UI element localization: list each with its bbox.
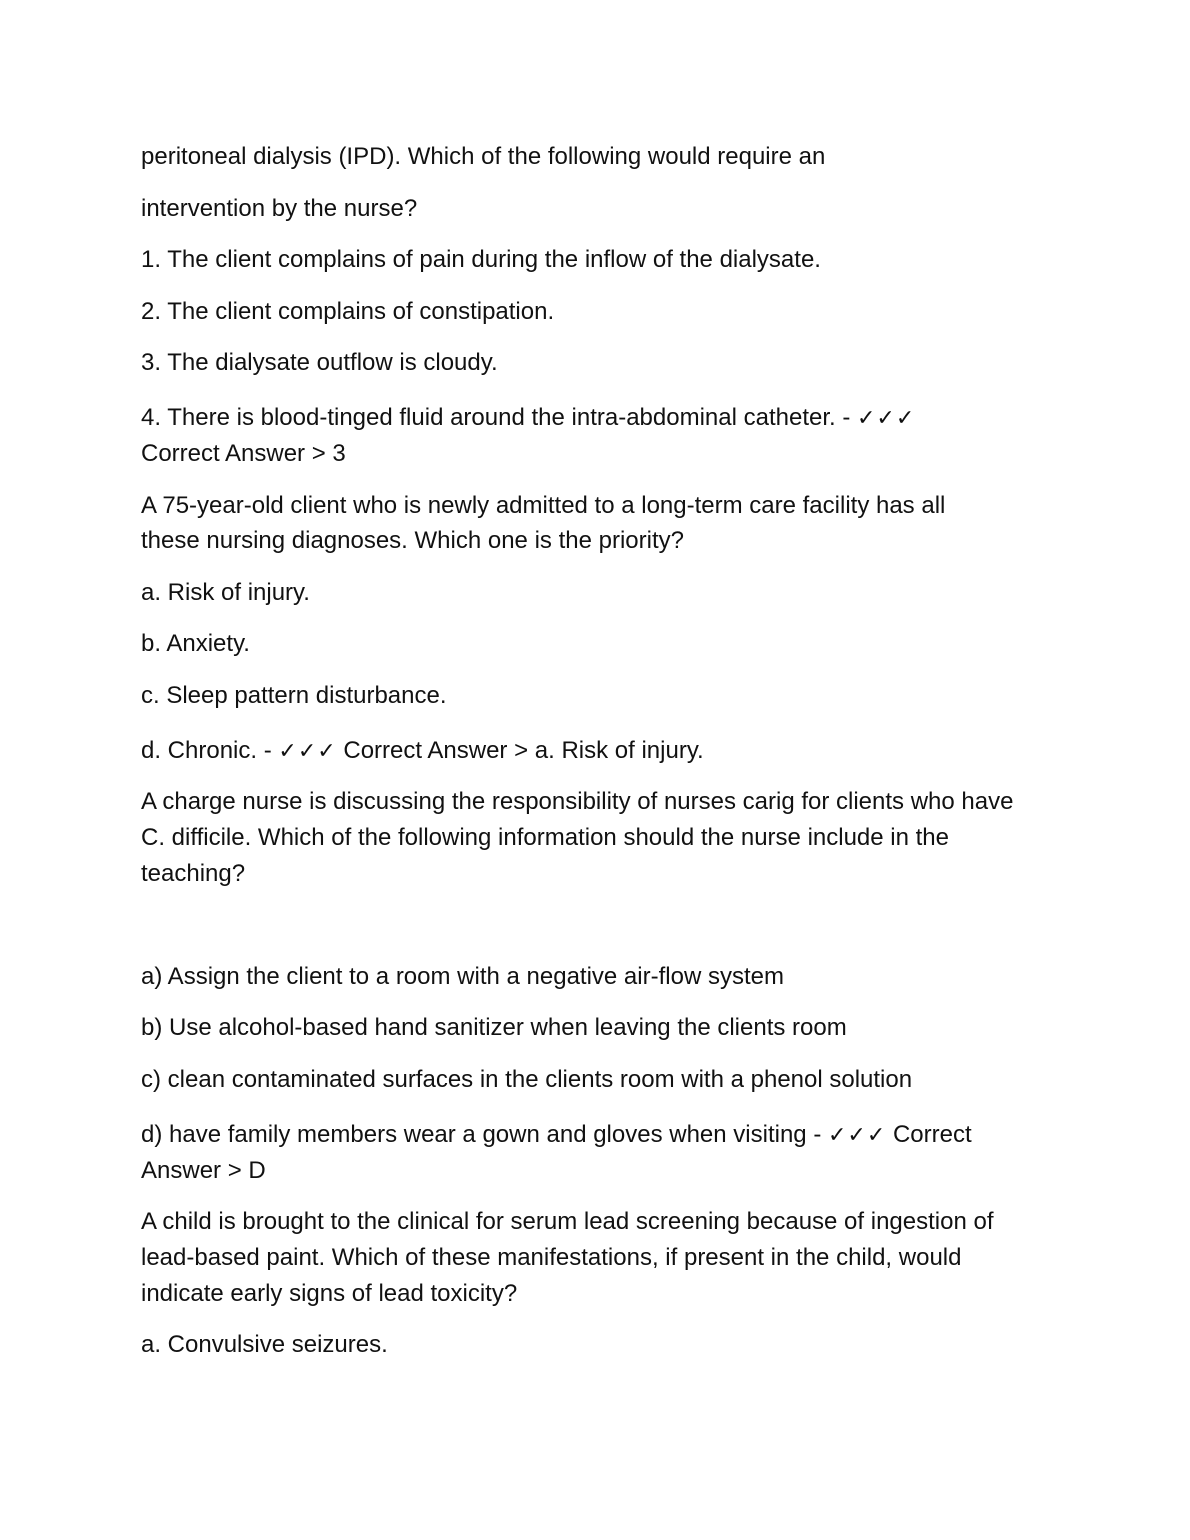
- answer-option: 1. The client complains of pain during the inflow of the dialysate.: [141, 246, 821, 273]
- correct-answer: Correct Answer > a. Risk of injury.: [336, 737, 704, 764]
- answer-option: b. Anxiety.: [141, 630, 250, 657]
- answer-option: [141, 1117, 1061, 1154]
- answer-option: c. Sleep pattern disturbance.: [141, 682, 447, 709]
- option-text: 4. There is blood-tinged fluid around the intra-abdominal catheter. -: [141, 404, 857, 431]
- option-text: d. Chronic. -: [141, 737, 279, 764]
- question-line: C. difficile. Which of the following information should the nurse include in the: [141, 824, 949, 851]
- question-line: intervention by the nurse?: [141, 195, 418, 222]
- correct-answer: Answer > D: [141, 1157, 266, 1184]
- question-line: peritoneal dialysis (IPD). Which of the following would require an: [141, 143, 826, 170]
- answer-option: a. Convulsive seizures.: [141, 1331, 388, 1358]
- correct-answer: Correct: [886, 1121, 972, 1148]
- question-line: A child is brought to the clinical for serum lead screening because of ingestion of: [141, 1208, 994, 1235]
- answer-option: [141, 733, 1061, 770]
- answer-option: [141, 400, 1061, 437]
- answer-option: b) Use alcohol-based hand sanitizer when leaving the clients room: [141, 1014, 847, 1041]
- answer-option: a. Risk of injury.: [141, 579, 310, 606]
- question-line: these nursing diagnoses. Which one is the priority?: [141, 527, 684, 554]
- answer-option: a) Assign the client to a room with a negative air-flow system: [141, 963, 784, 990]
- checkmark-icon: ✓✓✓: [827, 1123, 887, 1148]
- question-line: A 75-year-old client who is newly admitted to a long-term care facility has all: [141, 492, 946, 519]
- answer-option: 3. The dialysate outflow is cloudy.: [141, 349, 498, 376]
- question-line: teaching?: [141, 860, 246, 887]
- question-line: lead-based paint. Which of these manifestations, if present in the child, would: [141, 1244, 962, 1271]
- question-line: A charge nurse is discussing the responsibility of nurses carig for clients who have: [141, 788, 1014, 815]
- checkmark-icon: ✓✓✓: [278, 739, 337, 764]
- checkmark-icon: ✓✓✓: [857, 406, 916, 431]
- correct-answer: Correct Answer > 3: [141, 440, 346, 467]
- answer-option: c) clean contaminated surfaces in the clients room with a phenol solution: [141, 1066, 913, 1093]
- option-text: d) have family members wear a gown and gloves when visiting -: [141, 1121, 828, 1148]
- question-line: indicate early signs of lead toxicity?: [141, 1280, 518, 1307]
- answer-option: 2. The client complains of constipation.: [141, 298, 555, 325]
